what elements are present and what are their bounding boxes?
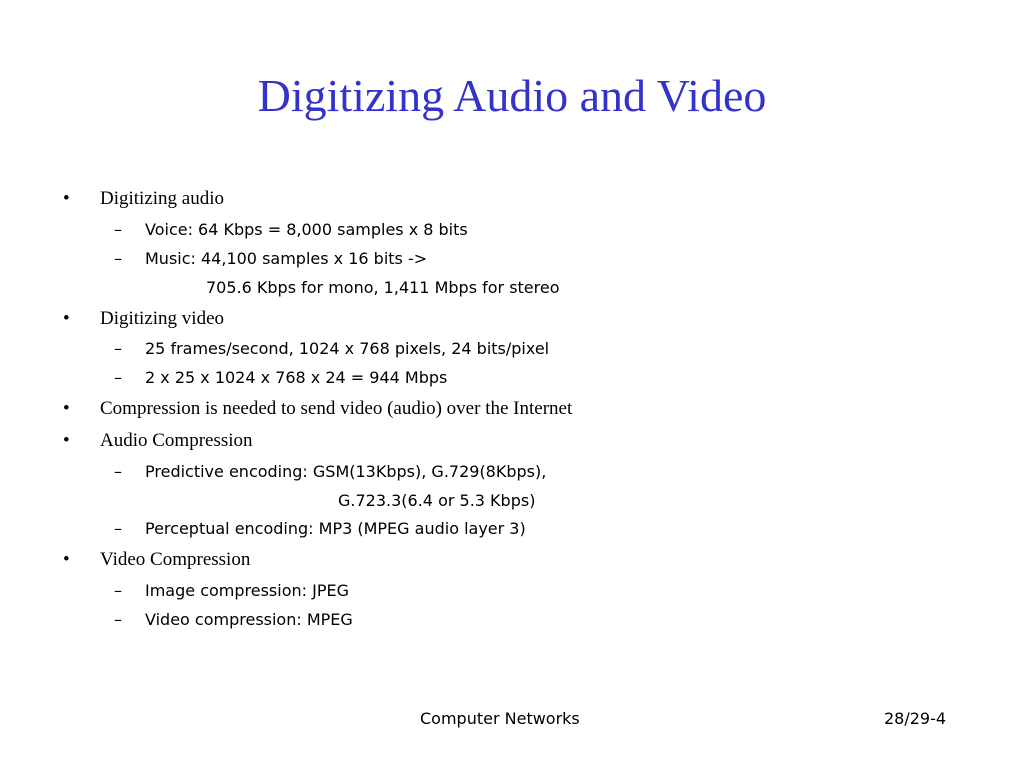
slide-title: Digitizing Audio and Video <box>257 70 767 121</box>
bullet-icon: • <box>63 430 70 451</box>
dash-icon: – <box>114 339 122 358</box>
dash-icon: – <box>114 462 122 481</box>
bullet-text: Audio Compression <box>100 430 253 451</box>
dash-icon: – <box>114 249 122 268</box>
sub-item-continuation: 705.6 Kbps for mono, 1,411 Mbps for stereo <box>206 278 560 297</box>
dash-icon: – <box>114 610 122 629</box>
dash-icon: – <box>114 581 122 600</box>
sub-item-text: Image compression: JPEG <box>145 581 349 600</box>
dash-icon: – <box>114 519 122 538</box>
dash-icon: – <box>114 368 122 387</box>
sub-item-text: Perceptual encoding: MP3 (MPEG audio layer 3) <box>145 519 526 538</box>
bullet-text: Compression is needed to send video (audio) over the Internet <box>100 398 573 419</box>
sub-item-text: Predictive encoding: GSM(13Kbps), G.729(8Kbps), <box>145 462 547 481</box>
footer-page-number: 28/29-4 <box>884 709 947 728</box>
bullet-icon: • <box>63 549 70 570</box>
bullet-text: Digitizing audio <box>100 188 225 209</box>
bullet-icon: • <box>63 188 70 209</box>
sub-item-continuation: G.723.3(6.4 or 5.3 Kbps) <box>338 491 536 510</box>
bullet-icon: • <box>63 308 70 329</box>
bullet-text: Video Compression <box>100 549 251 570</box>
bullet-text: Digitizing video <box>100 308 225 329</box>
dash-icon: – <box>114 220 122 239</box>
sub-item-text: Music: 44,100 samples x 16 bits -> <box>145 249 428 268</box>
sub-item-text: Voice: 64 Kbps = 8,000 samples x 8 bits <box>145 220 468 239</box>
sub-item-text: Video compression: MPEG <box>145 610 353 629</box>
sub-item-text: 25 frames/second, 1024 x 768 pixels, 24 bits/pixel <box>145 339 550 358</box>
footer-course: Computer Networks <box>420 709 580 728</box>
sub-item-text: 2 x 25 x 1024 x 768 x 24 = 944 Mbps <box>145 368 448 387</box>
bullet-icon: • <box>63 398 70 419</box>
